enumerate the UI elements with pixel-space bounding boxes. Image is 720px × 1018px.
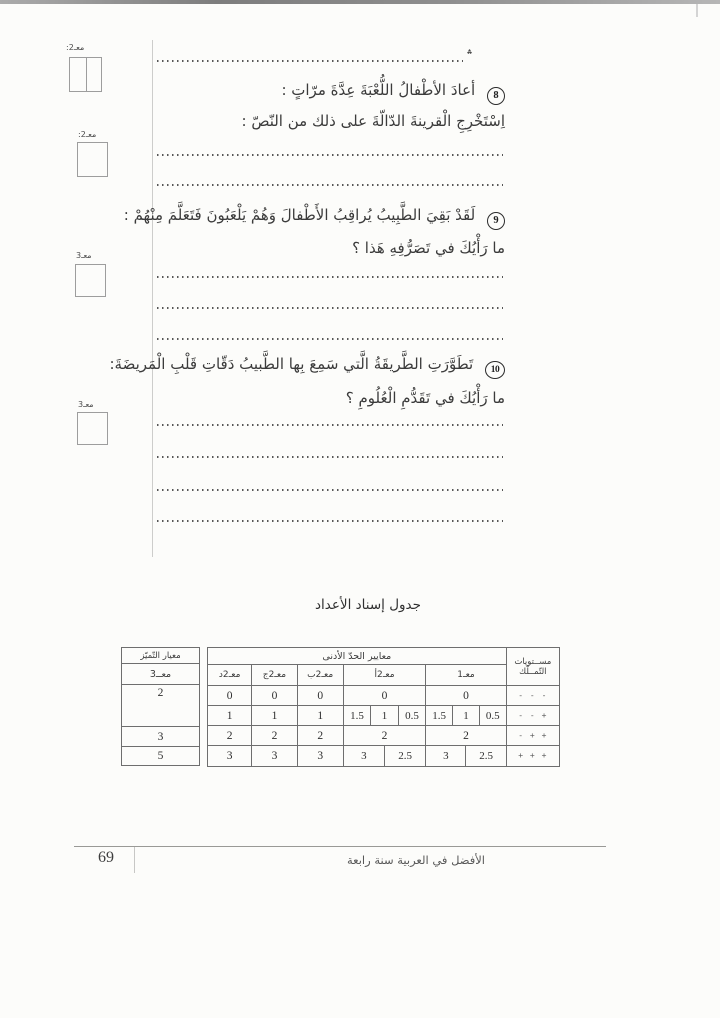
column-header-m2a: معـ2أ: [343, 665, 425, 686]
question-8-title: [281, 80, 505, 105]
grade-subcell: 0.5: [398, 706, 425, 725]
excellence-header-cell: معيار التّميّز: [122, 648, 200, 664]
score-label-1: معـ2:: [66, 43, 85, 52]
footer-rule: [74, 846, 606, 847]
mastery-level-cell: + + +: [506, 746, 559, 767]
grade-subcell: 1: [452, 706, 479, 725]
answer-dotted-line: [157, 424, 503, 426]
grade-cell: 3: [297, 746, 343, 767]
table-row: [122, 727, 200, 747]
grade-cell: 1: [252, 706, 297, 726]
answer-dotted-line: [157, 489, 503, 491]
table-row: [208, 726, 560, 746]
margin-rule: [152, 40, 153, 557]
answer-dotted-line: [157, 184, 503, 186]
score-box-2: [77, 142, 108, 177]
grade-cell: 0: [343, 686, 425, 706]
table-row: [208, 686, 560, 706]
column-header-m2d: معـ2د: [208, 665, 252, 686]
score-label-3: معـ3: [76, 251, 92, 260]
book-title: الأفضل في العربية سنة رابعة: [347, 853, 485, 867]
grade-subcell: 0.5: [479, 706, 506, 725]
answer-dotted-line: [157, 154, 503, 156]
excellence-subheader-cell: معــ3: [122, 664, 200, 685]
grade-cell: 2: [297, 726, 343, 746]
mastery-level-cell: - - +: [506, 706, 559, 726]
answer-dotted-line: [157, 338, 503, 340]
grade-cell: 1: [208, 706, 252, 726]
mastery-levels-header-cell: [506, 648, 559, 686]
grade-subcell: 3: [443, 750, 449, 762]
grade-cell: 2: [426, 726, 506, 746]
page-number: 69: [98, 849, 114, 866]
excellence-value-cell: 2: [122, 685, 200, 727]
table-row: [122, 648, 200, 664]
footer-tick-mark: [134, 847, 135, 873]
score-box-1: [69, 57, 102, 92]
answer-end-mark: ؞: [466, 48, 474, 62]
excellence-value-cell: 3: [122, 727, 200, 747]
grade-subcell: 2.5: [465, 746, 505, 766]
scan-edge-strip: [0, 0, 720, 4]
excellence-value-cell: 5: [122, 747, 200, 766]
mastery-levels-header-line2: التّمــلّك: [519, 666, 547, 677]
table-row: [208, 706, 560, 726]
answer-dotted-line: [157, 520, 503, 522]
grade-cell: 0: [426, 686, 506, 706]
grade-cell: 2: [208, 726, 252, 746]
score-box-divider: [86, 58, 87, 91]
table-header-row: [208, 648, 560, 665]
column-header-m1: معـ1: [426, 665, 506, 686]
mastery-level-cell: - + +: [506, 726, 559, 746]
score-box-4: [77, 412, 108, 445]
grades-table: [207, 647, 560, 767]
column-header-m2b: معـ2ب: [297, 665, 343, 686]
table-row: [122, 685, 200, 727]
grade-cell: 3: [252, 746, 297, 767]
score-label-4: معـ3: [78, 400, 94, 409]
question-8-instruction: اِسْتَخْرِجِ الْقرينةَ الدّالّةَ على ذلك من النّصّ :: [241, 112, 505, 130]
grades-table-title: جدول إسناد الأعداد: [315, 597, 421, 613]
question-10-text: تَطَوَّرَتِ الطَّريقَةُ الَّتي سَمِعَ بِها الطَّبيبُ دَقّاتِ قَلْبِ الْمَريضَةَ:: [109, 355, 474, 373]
excellence-criterion-table: [121, 647, 200, 766]
grade-cell: 2: [343, 726, 425, 746]
question-9-instruction: ما رَأْيُكَ في تَصَرُّفِهِ هَذا ؟: [352, 239, 505, 257]
mastery-level-cell: - - -: [506, 686, 559, 706]
question-10-instruction: ما رَأْيُكَ في تَقَدُّمِ الْعُلُومِ ؟: [345, 389, 505, 407]
grade-cell-split: [426, 746, 506, 767]
table-row: [208, 746, 560, 767]
question-9-text: لَقَدْ بَقِيَ الطَّبِيبُ يُراقِبُ الأَطْفالَ وَهُمْ يَلْعَبُونَ فَتَعَلَّمَ مِنْهُمْ :: [123, 206, 476, 224]
grade-subcell: 1: [370, 706, 397, 725]
grade-cell: 0: [252, 686, 297, 706]
grade-cell-split: [426, 706, 506, 726]
question-10-number-badge: 10: [485, 361, 505, 379]
scan-artifact: [696, 4, 698, 17]
grade-cell: 1: [297, 706, 343, 726]
score-label-2: معـ2:: [78, 130, 97, 139]
question-9-title: [124, 205, 505, 230]
question-8-text: أعادَ الأطْفالُ اللُّعْبَةَ عِدَّةَ مرّاتٍ :: [281, 81, 476, 99]
grade-subcell: 3: [361, 750, 367, 762]
grade-subcell: 1.5: [350, 709, 364, 722]
mastery-levels-header-line1: مســتويات: [514, 656, 552, 667]
grade-cell-split: [343, 746, 425, 767]
grade-cell: 3: [208, 746, 252, 767]
answer-dotted-line: [157, 60, 463, 62]
score-box-3: [75, 264, 106, 297]
grade-cell-split: [343, 706, 425, 726]
grade-cell: 0: [297, 686, 343, 706]
grade-subcell: 2.5: [384, 746, 425, 766]
column-header-m2c: معـ2ج: [252, 665, 297, 686]
grade-cell: 0: [208, 686, 252, 706]
answer-dotted-line: [157, 276, 503, 278]
table-row: [122, 664, 200, 685]
table-row: [122, 747, 200, 766]
grade-subcell: 1.5: [432, 709, 447, 722]
question-10-title: [110, 354, 506, 379]
answer-dotted-line: [157, 456, 503, 458]
answer-dotted-line: [157, 307, 503, 309]
question-8-number-badge: 8: [487, 87, 505, 105]
grade-cell: 2: [252, 726, 297, 746]
min-criteria-header-cell: معايير الحدّ الأدنى: [208, 648, 507, 665]
question-9-number-badge: 9: [487, 212, 505, 230]
